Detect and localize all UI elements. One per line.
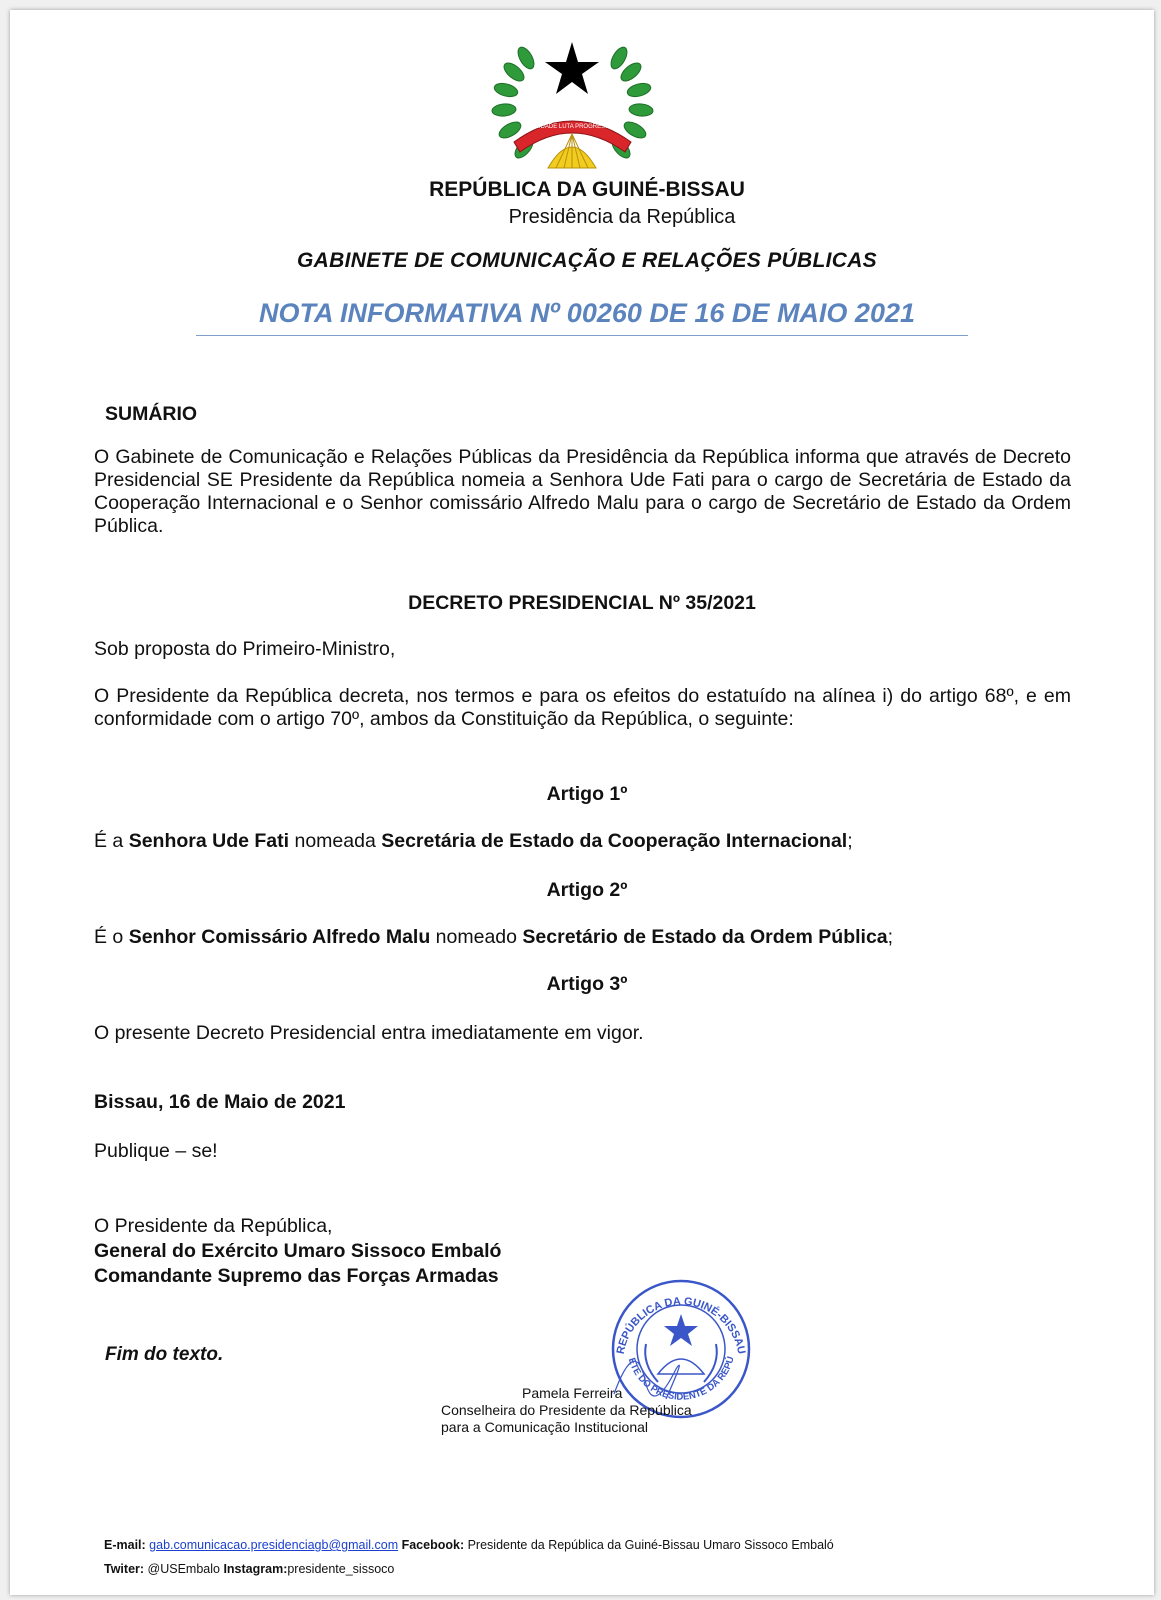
decree-heading: DECRETO PRESIDENCIAL Nº 35/2021 <box>408 592 756 614</box>
article-3-text: O presente Decreto Presidencial entra imediatamente em vigor. <box>94 1022 644 1044</box>
summary-heading: SUMÁRIO <box>105 403 198 425</box>
place-date: Bissau, 16 de Maio de 2021 <box>94 1091 346 1113</box>
footer-contact-line-1: E-mail: gab.comunicacao.presidenciagb@gmail.com Facebook: Presidente da República da Guiné-Bissau Umaro Sissoco Embaló <box>104 1538 834 1552</box>
article-1-text: É a Senhora Ude Fati nomeada Secretária de Estado da Cooperação Internacional; <box>94 830 853 852</box>
advisor-name: Pamela Ferreira <box>522 1385 623 1401</box>
article-2-title: Artigo 2º <box>546 879 628 901</box>
cabinet-name: GABINETE DE COMUNICAÇÃO E RELAÇÕES PÚBLICAS <box>297 249 877 272</box>
stamp-top-text: REPÚBLICA DA GUINÉ-BISSAU <box>614 1295 748 1356</box>
emblem-motto: UNIDADE LUTA PROGRESSO <box>530 124 614 130</box>
signatory-title: Comandante Supremo das Forças Armadas <box>94 1265 499 1287</box>
official-stamp <box>606 1274 756 1419</box>
note-title: NOTA INFORMATIVA Nº 00260 DE 16 DE MAIO 2021 <box>258 298 915 328</box>
footer-contact-line-2: Twiter: @USEmbalo Instagram:presidente_sissoco <box>104 1562 395 1576</box>
twitter-handle: @USEmbalo <box>147 1562 220 1576</box>
document-page <box>10 10 1154 1595</box>
article-3-title: Artigo 3º <box>546 973 628 995</box>
presidency-name: Presidência da República <box>508 206 736 228</box>
national-emblem <box>490 30 655 180</box>
facebook-handle: Presidente da República da Guiné-Bissau Umaro Sissoco Embaló <box>467 1538 834 1552</box>
republic-name: REPÚBLICA DA GUINÉ-BISSAU <box>429 178 745 201</box>
article-1-title: Artigo 1º <box>546 783 628 805</box>
email-link[interactable]: gab.comunicacao.presidenciagb@gmail.com <box>149 1538 399 1552</box>
title-divider <box>196 335 968 336</box>
advisor-role-1: Conselheira do Presidente da República <box>441 1402 692 1418</box>
summary-text: O Gabinete de Comunicação e Relações Públicas da Presidência da República informa que através de Decreto Presidencial SE Presidente da República nomeia a Senhora Ude Fati para o cargo de Secretária de Estado da Cooperação Internacional e o Senhor comissário Alfredo Malu para o cargo de Secretário de Estado da Ordem Pública. <box>94 446 1071 537</box>
decree-proposal: Sob proposta do Primeiro-Ministro, <box>94 638 396 660</box>
advisor-role-2: para a Comunicação Institucional <box>441 1419 649 1435</box>
signatory-name: General do Exército Umaro Sissoco Embaló <box>94 1240 502 1262</box>
stamp-bottom-text: ETE DO PRESIDENTE DA REPÚ <box>625 1355 737 1403</box>
instagram-handle: presidente_sissoco <box>287 1562 395 1576</box>
decree-preamble: O Presidente da República decreta, nos termos e para os efeitos do estatuído na alínea i) do artigo 68º, e em conformidade com o artigo 70º, ambos da Constituição da República, o seguinte: <box>94 685 1071 730</box>
end-text: Fim do texto. <box>105 1344 224 1365</box>
publish-line: Publique – se! <box>94 1140 218 1162</box>
article-2-text: É o Senhor Comissário Alfredo Malu nomeado Secretário de Estado da Ordem Pública; <box>94 926 894 948</box>
signatory-intro: O Presidente da República, <box>94 1215 333 1237</box>
